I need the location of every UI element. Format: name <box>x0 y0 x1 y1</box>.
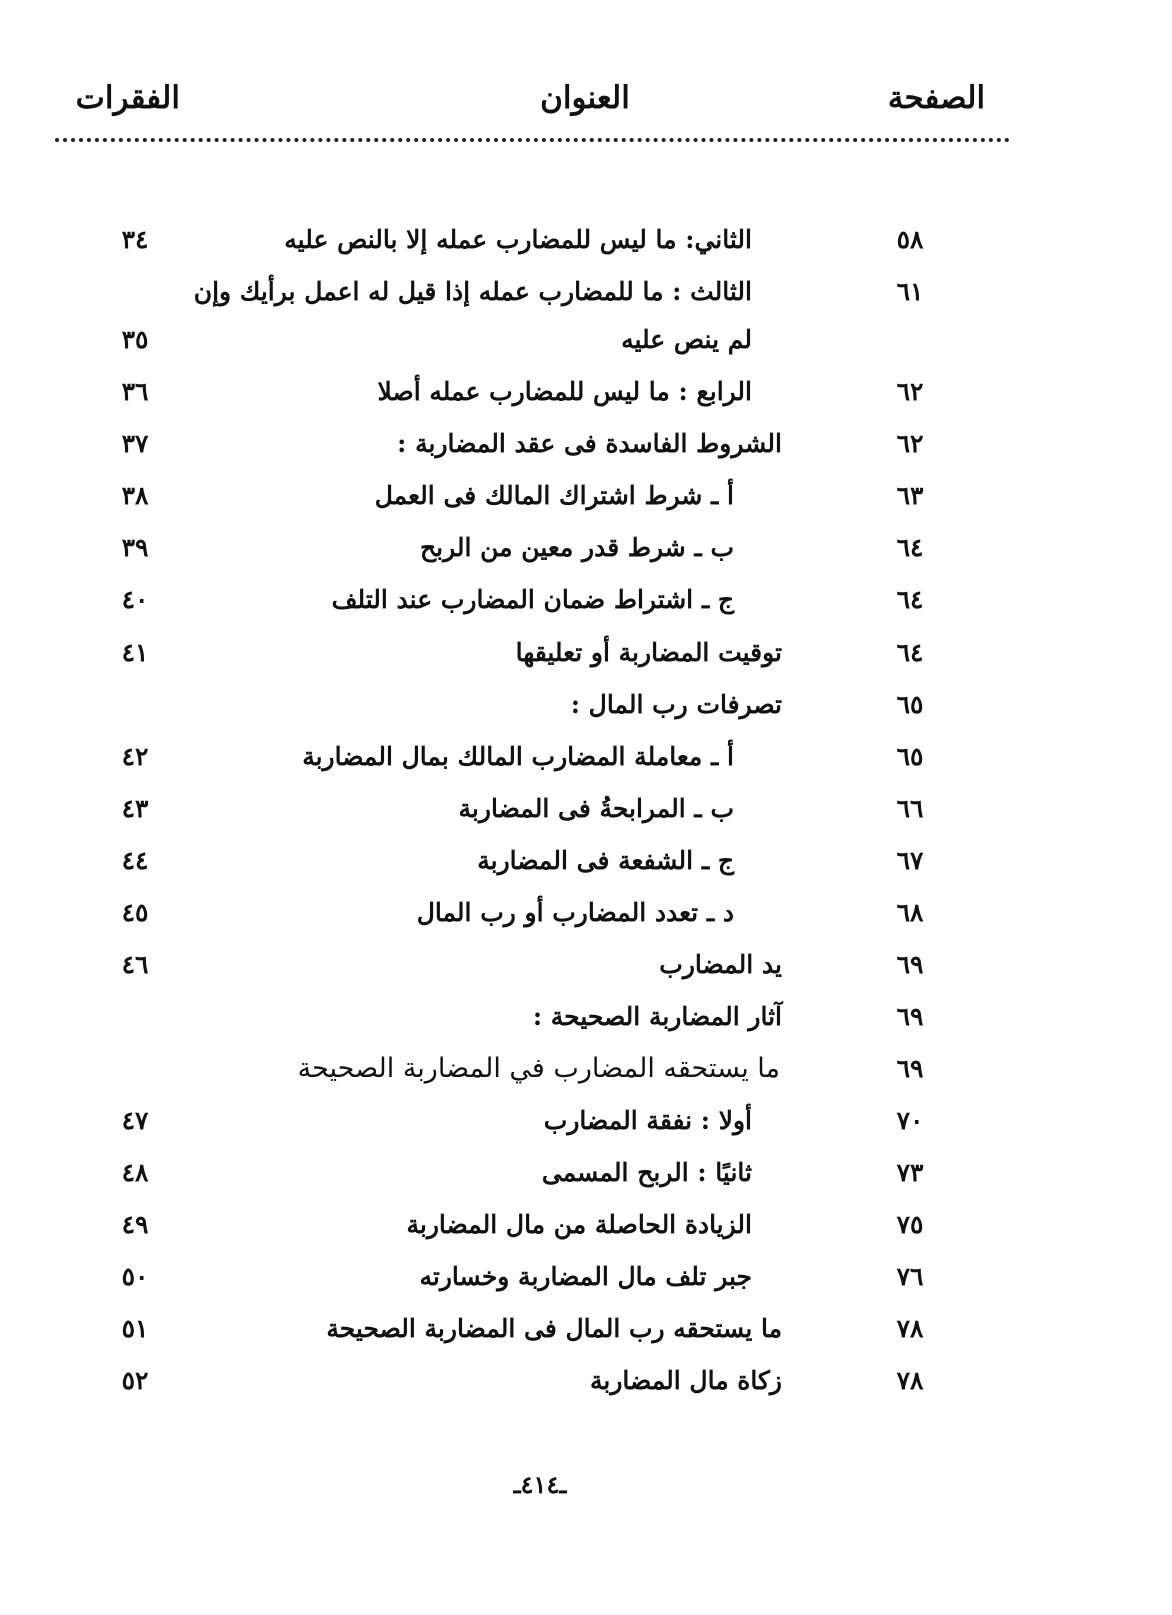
toc-title: الرابع : ما ليس للمضارب عمله أصلا <box>377 377 752 406</box>
toc-page-number: ٦٩ <box>896 1054 924 1083</box>
toc-title: الزيادة الحاصلة من مال المضاربة <box>406 1210 752 1239</box>
toc-paragraph-number: ٣٩ <box>121 533 149 562</box>
toc-page-number: ٦٤ <box>896 585 924 614</box>
toc-title: أولا : نفقة المضارب <box>543 1106 752 1135</box>
toc-row <box>0 580 1172 632</box>
toc-page-number: ٦٤ <box>896 638 924 667</box>
toc-title: د ـ تعدد المضارب أو رب المال <box>416 898 734 927</box>
toc-page-number: ٧٥ <box>896 1210 924 1239</box>
toc-paragraph-number: ٥٢ <box>121 1366 149 1395</box>
toc-title: تصرفات رب المال : <box>570 690 782 719</box>
page-footer-number: ـ٤١٤ـ <box>513 1470 567 1499</box>
toc-row <box>0 476 1172 528</box>
toc-paragraph-number: ٤٣ <box>121 794 149 823</box>
toc-row <box>0 372 1172 424</box>
column-header-page: الصفحة <box>887 80 986 116</box>
toc-row <box>0 789 1172 841</box>
toc-row <box>0 1257 1172 1309</box>
toc-row <box>0 893 1172 945</box>
toc-row <box>0 841 1172 893</box>
toc-paragraph-number: ٤٥ <box>121 898 149 927</box>
toc-paragraph-number: ٤٨ <box>121 1158 149 1187</box>
toc-paragraph-number: ٤٢ <box>121 742 149 771</box>
toc-title: ج ـ الشفعة فى المضاربة <box>477 846 734 875</box>
toc-paragraph-number: ٣٧ <box>121 429 149 458</box>
toc-page-number: ٦٥ <box>896 742 924 771</box>
toc-row <box>0 272 1172 324</box>
toc-page-number: ٧٦ <box>896 1262 924 1291</box>
toc-row <box>0 945 1172 997</box>
toc-page-number: ٧٣ <box>896 1158 924 1187</box>
toc-title: الثالث : ما للمضارب عمله إذا قيل له اعمل برأيك وإن <box>193 277 752 306</box>
toc-paragraph-number: ٥١ <box>121 1314 149 1343</box>
toc-paragraph-number: ٣٨ <box>121 481 149 510</box>
toc-title: الثاني: ما ليس للمضارب عمله إلا بالنص عليه <box>284 225 752 254</box>
toc-row <box>0 220 1172 272</box>
toc-title: ثانيًا : الربح المسمى <box>541 1158 752 1187</box>
toc-page-number: ٦٤ <box>896 533 924 562</box>
toc-paragraph-number: ٤٩ <box>121 1210 149 1239</box>
toc-page-number: ٦٥ <box>896 690 924 719</box>
toc-page-number: ٦٧ <box>896 846 924 875</box>
toc-title: زكاة مال المضاربة <box>589 1366 782 1395</box>
toc-row <box>0 997 1172 1049</box>
toc-page-number: ٥٨ <box>896 225 924 254</box>
toc-title: ما يستحقه المضارب في المضاربة الصحيحة <box>297 1053 780 1084</box>
toc-paragraph-number: ٣٦ <box>121 377 149 406</box>
toc-paragraph-number: ٤١ <box>121 638 149 667</box>
toc-page-number: ٦٩ <box>896 1002 924 1031</box>
toc-paragraph-number: ٥٠ <box>121 1262 149 1291</box>
toc-page-number: ٧٨ <box>896 1314 924 1343</box>
toc-page-number: ٦١ <box>896 277 924 306</box>
toc-row <box>0 1101 1172 1153</box>
toc-paragraph-number: ٤٤ <box>121 846 149 875</box>
dotted-separator <box>55 138 1010 142</box>
toc-row <box>0 1153 1172 1205</box>
toc-row <box>0 1049 1172 1101</box>
toc-row <box>0 737 1172 789</box>
toc-page-number: ٦٩ <box>896 950 924 979</box>
toc-row <box>0 1205 1172 1257</box>
toc-paragraph-number: ٣٤ <box>121 225 149 254</box>
column-header-paragraphs: الفقرات <box>75 80 180 116</box>
toc-page-number: ٦٢ <box>896 377 924 406</box>
toc-title: يد المضارب <box>659 950 782 979</box>
toc-title: أ ـ شرط اشتراك المالك فى العمل <box>374 481 734 510</box>
toc-title: ب ـ شرط قدر معين من الربح <box>420 533 734 562</box>
toc-page-number: ٦٦ <box>896 794 924 823</box>
toc-page-number: ٧٠ <box>896 1106 924 1135</box>
column-header-title: العنوان <box>540 80 630 116</box>
toc-row <box>0 424 1172 476</box>
toc-title: لم ينص عليه <box>621 325 752 354</box>
toc-paragraph-number: ٣٥ <box>121 325 149 354</box>
toc-page-number: ٧٨ <box>896 1366 924 1395</box>
toc-row <box>0 685 1172 737</box>
toc-title: آثار المضاربة الصحيحة : <box>532 1002 782 1031</box>
toc-page-number: ٦٣ <box>896 481 924 510</box>
toc-page-number: ٦٨ <box>896 898 924 927</box>
toc-row <box>0 320 1172 372</box>
toc-paragraph-number: ٤٠ <box>121 585 149 614</box>
toc-row <box>0 1361 1172 1413</box>
toc-row <box>0 1309 1172 1361</box>
toc-title: توقيت المضاربة أو تعليقها <box>515 638 782 667</box>
toc-row <box>0 633 1172 685</box>
toc-title: جبر تلف مال المضاربة وخسارته <box>419 1262 752 1291</box>
toc-title: أ ـ معاملة المضارب المالك بمال المضاربة <box>302 742 734 771</box>
toc-title: ب ـ المرابحةُ فى المضاربة <box>458 794 734 823</box>
toc-title: ج ـ اشتراط ضمان المضارب عند التلف <box>331 585 734 614</box>
toc-page-number: ٦٢ <box>896 429 924 458</box>
toc-title: ما يستحقه رب المال فى المضاربة الصحيحة <box>326 1314 782 1343</box>
toc-paragraph-number: ٤٧ <box>121 1106 149 1135</box>
toc-row <box>0 528 1172 580</box>
toc-title: الشروط الفاسدة فى عقد المضاربة : <box>397 429 782 458</box>
toc-paragraph-number: ٤٦ <box>121 950 149 979</box>
